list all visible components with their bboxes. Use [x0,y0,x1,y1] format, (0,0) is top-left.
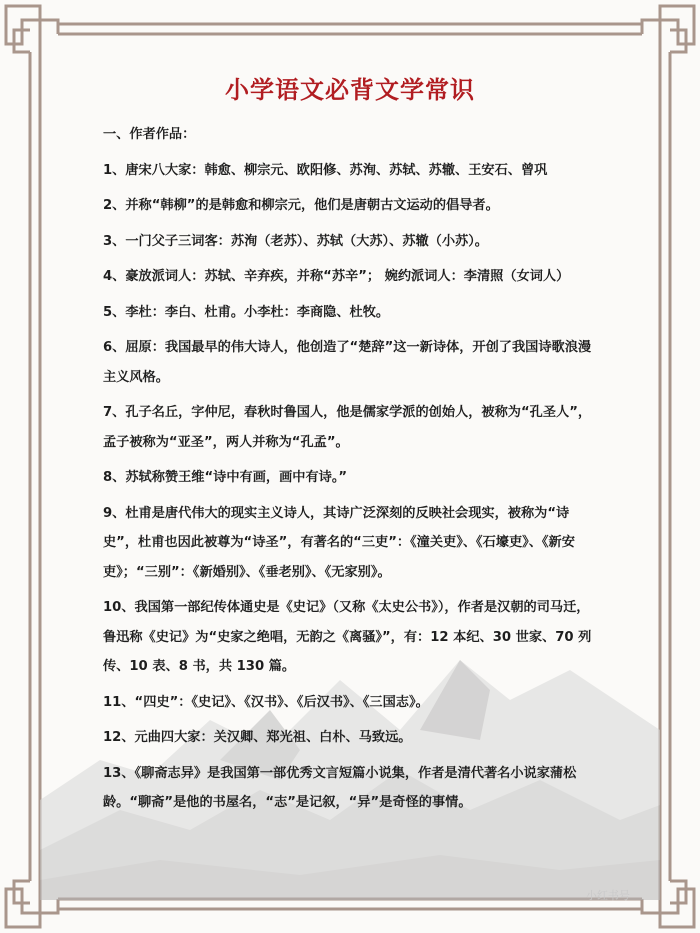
list-item: 12、元曲四大家：关汉卿、郑光祖、白朴、马致远。 [103,730,412,745]
list-item: 4、豪放派词人：苏轼、辛弃疾，并称“苏辛”； 婉约派词人：李清照（女词人） [103,269,570,284]
list-item: 9、杜甫是唐代伟大的现实主义诗人，其诗广泛深刻的反映社会现实，被称为“诗史”，杜甫也因此被尊为“诗圣”，有著名的“三吏”：《潼关吏》、《石壕吏》、《新安吏》；“三别”：《新婚别》、《垂老别》、《无家别》。 [103,505,575,580]
list-item: 1、唐宋八大家：韩愈、柳宗元、欧阳修、苏洵、苏轼、苏辙、王安石、曾巩 [103,162,548,178]
watermark: 小红书号 [586,889,630,902]
list-item: 6、屈原：我国最早的伟大诗人，他创造了“楚辞”这一新诗体，开创了我国诗歌浪漫主义风格。 [103,340,592,385]
list-item: 3、一门父子三词客：苏洵（老苏）、苏轼（大苏）、苏辙（小苏）。 [103,233,488,249]
content-body [103,120,600,818]
page-title: 小学语文必背文学常识 [225,76,475,104]
list-item: 10、我国第一部纪传体通史是《史记》（又称《太史公书》），作者是汉朝的司马迁，鲁迅称《史记》为“史家之绝唱，无韵之《离骚》”，有：12 本纪、30 世家、70 列传、10 表、8 书，共 130 篇。 [103,600,592,674]
list-item: 2、并称“韩柳”的是韩愈和柳宗元，他们是唐朝古文运动的倡导者。 [103,198,499,213]
list-item: 11、“四史”：《史记》、《汉书》、《后汉书》、《三国志》。 [103,694,429,710]
section-heading: 一、作者作品： [103,127,196,142]
list-item: 7、孔子名丘，字仲尼，春秋时鲁国人，他是儒家学派的创始人，被称为“孔圣人”，孟子被称为“亚圣”，两人并称为“孔孟”。 [103,405,592,450]
list-item: 13、《聊斋志异》是我国第一部优秀文言短篇小说集，作者是清代著名小说家蒲松龄。“聊斋”是他的书屋名，“志”是记叙，“异”是奇怪的事情。 [103,765,577,810]
list-item: 8、苏轼称赞王维“诗中有画，画中有诗。” [103,470,348,485]
list-item: 5、李杜：李白、杜甫。小李杜：李商隐、杜牧。 [103,304,390,320]
